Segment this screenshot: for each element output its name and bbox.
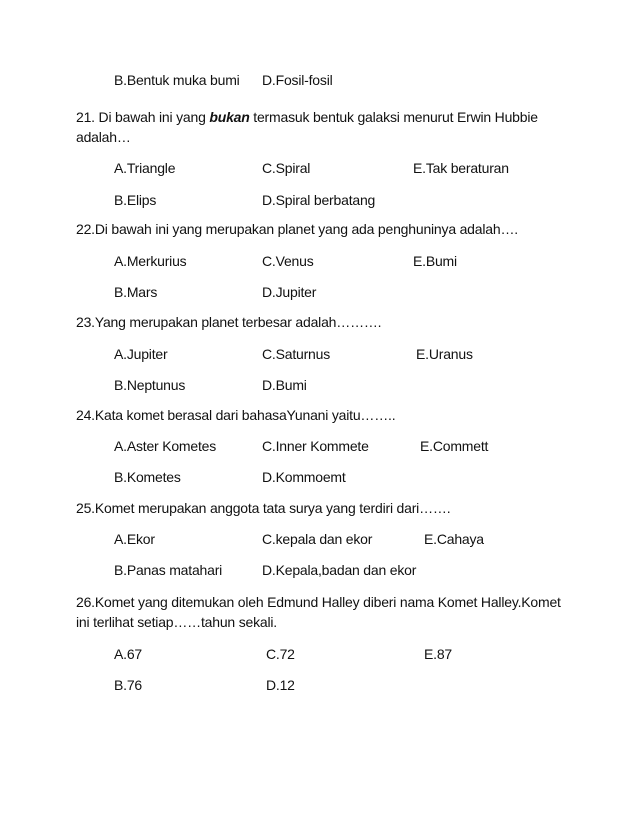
q21-option-c: C.Spiral [262, 160, 311, 176]
question-21-line2: adalah… [76, 129, 131, 145]
q25-option-e: E.Cahaya [424, 531, 484, 547]
question-24: 24.Kata komet berasal dari bahasaYunani yaitu…….. [76, 407, 396, 423]
q22-option-c: C.Venus [262, 253, 314, 269]
question-21-post: termasuk bentuk galaksi menurut Erwin Hubbie [249, 109, 538, 125]
q23-option-b: B.Neptunus [114, 377, 186, 393]
question-25: 25.Komet merupakan anggota tata surya yang terdiri dari……. [76, 500, 451, 516]
option-d-prev: D.Fosil-fosil [262, 72, 333, 88]
option-b-prev: B.Bentuk muka bumi [114, 72, 240, 88]
question-23: 23.Yang merupakan planet terbesar adalah………. [76, 314, 382, 330]
q22-option-a: A.Merkurius [114, 253, 187, 269]
q26-option-a: A.67 [114, 646, 142, 662]
question-21-pre: 21. Di bawah ini yang [76, 109, 210, 125]
question-26: 26.Komet yang ditemukan oleh Edmund Halley diberi nama Komet Halley.Komet [76, 594, 561, 610]
q22-option-b: B.Mars [114, 284, 158, 300]
q24-option-d: D.Kommoemt [262, 469, 346, 485]
q21-option-d: D.Spiral berbatang [262, 192, 376, 208]
question-26-line2: ini terlihat setiap……tahun sekali. [76, 614, 277, 630]
q26-option-d: D.12 [266, 677, 295, 693]
q21-option-b: B.Elips [114, 192, 157, 208]
question-22: 22.Di bawah ini yang merupakan planet yang ada penghuninya adalah…. [76, 221, 518, 237]
q21-option-a: A.Triangle [114, 160, 176, 176]
q21-option-e: E.Tak beraturan [413, 160, 509, 176]
q24-option-c: C.Inner Kommete [262, 438, 369, 454]
q26-option-e: E.87 [424, 646, 452, 662]
q25-option-d: D.Kepala,badan dan ekor [262, 562, 417, 578]
q23-option-d: D.Bumi [262, 377, 307, 393]
question-21 [76, 109, 538, 125]
q26-option-b: B.76 [114, 677, 142, 693]
q25-option-b: B.Panas matahari [114, 562, 223, 578]
q24-option-b: B.Kometes [114, 469, 181, 485]
q22-option-d: D.Jupiter [262, 284, 317, 300]
q23-option-c: C.Saturnus [262, 346, 331, 362]
q26-option-c: C.72 [266, 646, 295, 662]
q25-option-c: C.kepala dan ekor [262, 531, 373, 547]
q23-option-a: A.Jupiter [114, 346, 168, 362]
question-21-emphasis: bukan [209, 109, 250, 125]
q23-option-e: E.Uranus [416, 346, 473, 362]
q24-option-a: A.Aster Kometes [114, 438, 217, 454]
q24-option-e: E.Commett [420, 438, 489, 454]
q25-option-a: A.Ekor [114, 531, 155, 547]
q22-option-e: E.Bumi [413, 253, 457, 269]
